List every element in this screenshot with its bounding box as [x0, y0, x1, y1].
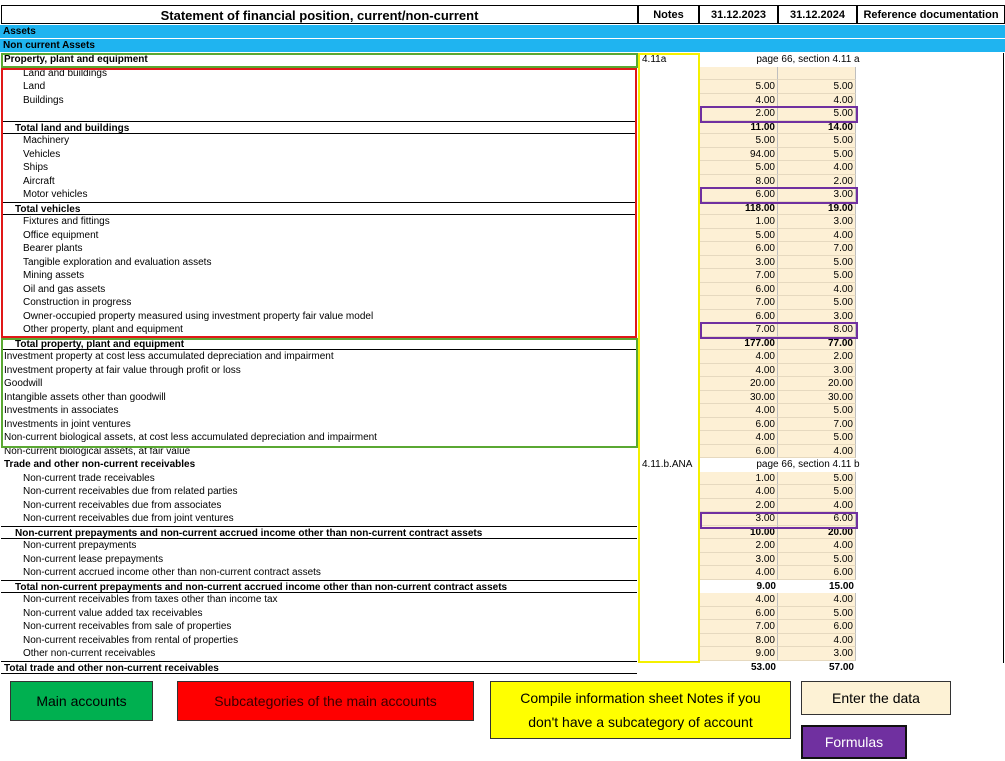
account-row — [0, 445, 1005, 459]
reference-cell[interactable] — [857, 404, 1005, 418]
value-2024-cell[interactable]: 5.00 — [778, 107, 856, 121]
reference-cell[interactable] — [857, 647, 1005, 661]
account-row — [0, 134, 1005, 148]
value-2024-cell[interactable]: 3.00 — [778, 647, 856, 661]
notes-cell[interactable] — [640, 107, 698, 121]
account-label[interactable]: Goodwill — [4, 378, 43, 389]
account-row — [0, 188, 1005, 202]
legend-notes-info — [490, 681, 791, 739]
account-label[interactable]: Total vehicles — [1, 202, 637, 216]
value-2024-cell[interactable]: 3.00 — [778, 188, 856, 202]
sheet-title: Statement of financial position, current/non-current — [1, 5, 638, 24]
notes-cell[interactable] — [640, 134, 698, 148]
account-row — [0, 607, 1005, 621]
legend-notes-line1: Compile information sheet Notes if you — [520, 690, 761, 706]
account-row — [0, 593, 1005, 607]
account-row — [0, 472, 1005, 486]
account-label[interactable]: Investment property at cost less accumulated depreciation and impairment — [4, 351, 334, 362]
value-2023-cell[interactable]: 5.00 — [700, 80, 778, 94]
reference-cell[interactable] — [857, 431, 1005, 445]
reference-cell[interactable] — [857, 242, 1005, 256]
value-2023-cell[interactable]: 6.00 — [700, 188, 778, 202]
reference-cell[interactable] — [857, 445, 1005, 459]
value-2024-cell[interactable]: 5.00 — [778, 296, 856, 310]
value-2023-cell[interactable]: 4.00 — [700, 431, 778, 445]
account-label[interactable]: Non-current accrued income other than non-current contract assets — [23, 567, 321, 578]
value-2024-cell[interactable]: 8.00 — [778, 323, 856, 337]
account-label[interactable]: Bearer plants — [23, 243, 83, 254]
account-row — [0, 229, 1005, 243]
notes-cell[interactable] — [640, 377, 698, 391]
account-label[interactable]: Total property, plant and equipment — [1, 337, 637, 351]
account-label[interactable]: Tangible exploration and evaluation assets — [23, 256, 212, 268]
reference-cell[interactable] — [857, 323, 1005, 337]
value-2023-cell[interactable]: 6.00 — [700, 607, 778, 621]
notes-cell[interactable] — [640, 80, 698, 94]
notes-cell[interactable] — [640, 364, 698, 378]
reference-cell[interactable] — [857, 377, 1005, 391]
account-label[interactable]: Motor vehicles — [23, 189, 88, 200]
reference-cell[interactable] — [857, 499, 1005, 513]
account-label[interactable]: Machinery — [23, 135, 70, 146]
value-2023-cell[interactable]: 7.00 — [700, 296, 778, 310]
notes-cell[interactable] — [640, 634, 698, 648]
notes-cell[interactable] — [640, 242, 698, 256]
value-2024-cell[interactable]: 5.00 — [778, 80, 856, 94]
notes-cell[interactable] — [640, 404, 698, 418]
reference-cell[interactable] — [857, 121, 1005, 135]
notes-cell[interactable] — [640, 202, 698, 216]
notes-cell[interactable] — [640, 391, 698, 405]
value-2024-cell[interactable]: 3.00 — [778, 310, 856, 324]
value-2023-cell[interactable]: 6.00 — [700, 418, 778, 432]
reference-cell[interactable] — [857, 310, 1005, 324]
value-2023-cell[interactable]: 6.00 — [700, 283, 778, 297]
account-label[interactable] — [1, 107, 637, 121]
value-2024-cell[interactable]: 20.00 — [778, 377, 856, 391]
account-label[interactable]: Vehicles — [23, 148, 61, 160]
total-row — [0, 580, 1005, 594]
account-row — [0, 634, 1005, 648]
value-2023-cell[interactable]: 8.00 — [700, 175, 778, 189]
value-2024-cell[interactable]: 14.00 — [778, 121, 856, 135]
notes-cell[interactable] — [640, 215, 698, 229]
account-label[interactable]: Other non-current receivables — [23, 648, 156, 659]
account-row — [0, 539, 1005, 553]
value-2023-cell[interactable]: 30.00 — [700, 391, 778, 405]
notes-cell[interactable] — [640, 148, 698, 162]
value-2023-cell[interactable]: 1.00 — [700, 472, 778, 486]
value-2024-cell[interactable]: 5.00 — [778, 134, 856, 148]
account-row — [0, 67, 1005, 81]
reference-cell[interactable]: page 66, section 4.11 b — [756, 459, 860, 470]
account-row — [0, 391, 1005, 405]
value-2023-cell[interactable]: 4.00 — [700, 364, 778, 378]
reference-cell[interactable] — [857, 175, 1005, 189]
notes-cell[interactable] — [640, 418, 698, 432]
account-row — [0, 566, 1005, 580]
notes-cell[interactable]: 4.11a — [642, 54, 667, 65]
non-current-assets-label: Non current Assets — [3, 40, 95, 51]
value-2024-cell[interactable]: 5.00 — [778, 269, 856, 283]
account-row — [0, 364, 1005, 378]
account-label[interactable]: Aircraft — [23, 175, 55, 187]
value-2023-cell[interactable]: 8.00 — [700, 634, 778, 648]
account-label[interactable]: Total land and buildings — [1, 121, 637, 135]
reference-cell[interactable] — [857, 364, 1005, 378]
value-2023-cell[interactable]: 1.00 — [700, 215, 778, 229]
value-2024-cell[interactable]: 4.00 — [778, 94, 856, 108]
account-row — [0, 296, 1005, 310]
value-2023-cell[interactable]: 6.00 — [700, 242, 778, 256]
account-row — [0, 647, 1005, 661]
reference-cell[interactable] — [857, 107, 1005, 121]
value-2023-cell[interactable] — [700, 67, 778, 81]
account-row — [0, 107, 1005, 121]
reference-cell[interactable] — [857, 580, 1005, 594]
notes-cell[interactable] — [640, 661, 698, 675]
assets-band — [0, 25, 1005, 38]
account-row — [0, 175, 1005, 189]
account-label[interactable]: Non-current biological assets, at cost less accumulated depreciation and impairment — [4, 432, 377, 443]
account-label[interactable]: Investments in associates — [4, 405, 119, 416]
account-label[interactable]: Non-current prepayments — [23, 540, 137, 551]
value-2023-cell[interactable]: 9.00 — [700, 647, 778, 661]
notes-cell[interactable] — [640, 229, 698, 243]
account-label[interactable]: Non-current trade receivables — [23, 472, 155, 484]
legend-notes-line2: don't have a subcategory of account — [528, 714, 753, 730]
notes-cell[interactable] — [640, 188, 698, 202]
account-row — [0, 485, 1005, 499]
value-2024-cell[interactable]: 3.00 — [778, 364, 856, 378]
value-2023-cell[interactable]: 5.00 — [700, 229, 778, 243]
value-2024-cell[interactable]: 2.00 — [778, 175, 856, 189]
reference-cell[interactable] — [857, 67, 1005, 81]
notes-cell[interactable] — [640, 323, 698, 337]
value-2024-cell[interactable]: 6.00 — [778, 566, 856, 580]
value-2023-cell[interactable]: 3.00 — [700, 256, 778, 270]
reference-cell[interactable] — [857, 634, 1005, 648]
account-row — [0, 512, 1005, 526]
value-2023-cell[interactable]: 9.00 — [756, 580, 776, 592]
account-row — [0, 310, 1005, 324]
reference-cell[interactable]: page 66, section 4.11 a — [756, 54, 860, 65]
total-row — [0, 121, 1005, 135]
notes-cell[interactable] — [640, 94, 698, 108]
value-2023-cell[interactable]: 4.00 — [700, 485, 778, 499]
legend-enter-data: Enter the data — [801, 681, 951, 715]
value-2024-cell[interactable]: 4.00 — [778, 229, 856, 243]
account-label[interactable]: Fixtures and fittings — [23, 216, 110, 227]
notes-cell[interactable] — [640, 310, 698, 324]
notes-cell[interactable] — [640, 647, 698, 661]
value-2024-cell[interactable]: 4.00 — [778, 445, 856, 459]
account-label[interactable]: Total trade and other non-current receivables — [1, 661, 637, 675]
account-label[interactable]: Non-current receivables from sale of properties — [23, 621, 232, 632]
notes-cell[interactable] — [640, 566, 698, 580]
value-2024-cell[interactable]: 77.00 — [778, 337, 856, 351]
reference-cell[interactable] — [857, 161, 1005, 175]
account-label[interactable]: Non-current value added tax receivables — [23, 607, 203, 619]
account-row — [0, 499, 1005, 513]
column-divider — [638, 53, 639, 663]
account-label[interactable]: Investments in joint ventures — [4, 418, 131, 430]
account-row — [0, 94, 1005, 108]
reference-cell[interactable] — [857, 593, 1005, 607]
value-2023-cell[interactable]: 4.00 — [700, 94, 778, 108]
account-label[interactable]: Non-current receivables due from associates — [23, 499, 222, 511]
notes-cell[interactable] — [640, 350, 698, 364]
notes-cell[interactable] — [640, 256, 698, 270]
account-row — [0, 431, 1005, 445]
notes-cell[interactable] — [640, 283, 698, 297]
value-2023-cell[interactable]: 7.00 — [700, 269, 778, 283]
account-label[interactable]: Intangible assets other than goodwill — [4, 391, 166, 403]
total-row — [0, 202, 1005, 216]
account-label[interactable]: Non-current receivables due from joint ventures — [23, 513, 234, 524]
notes-cell[interactable] — [640, 593, 698, 607]
reference-cell[interactable] — [857, 134, 1005, 148]
value-2024-cell[interactable]: 15.00 — [828, 580, 854, 592]
reference-cell[interactable] — [857, 202, 1005, 216]
account-label[interactable]: Ships — [23, 162, 49, 173]
account-label[interactable]: Non-current receivables from rental of properties — [23, 634, 239, 646]
notes-cell[interactable] — [640, 512, 698, 526]
account-row — [0, 350, 1005, 364]
account-row — [0, 215, 1005, 229]
header-row — [0, 5, 1005, 24]
reference-cell[interactable] — [857, 485, 1005, 499]
value-2023-cell[interactable]: 4.00 — [700, 566, 778, 580]
notes-cell[interactable] — [640, 445, 698, 459]
notes-cell[interactable] — [640, 67, 698, 81]
reference-cell[interactable] — [857, 539, 1005, 553]
value-2024-cell[interactable]: 3.00 — [778, 215, 856, 229]
value-2023-cell[interactable]: 94.00 — [700, 148, 778, 162]
value-2024-cell[interactable]: 4.00 — [778, 593, 856, 607]
total-row — [0, 526, 1005, 540]
value-2024-cell[interactable]: 6.00 — [778, 620, 856, 634]
notes-cell[interactable] — [640, 337, 698, 351]
notes-cell[interactable] — [640, 553, 698, 567]
value-2023-cell[interactable]: 5.00 — [700, 161, 778, 175]
reference-cell[interactable] — [857, 269, 1005, 283]
notes-cell[interactable] — [640, 175, 698, 189]
value-2024-cell[interactable]: 4.00 — [778, 161, 856, 175]
value-2024-cell[interactable]: 5.00 — [778, 431, 856, 445]
account-label[interactable]: Trade and other non-current receivables — [4, 459, 196, 470]
reference-cell[interactable] — [857, 418, 1005, 432]
account-group-row — [0, 458, 1005, 472]
reference-cell[interactable] — [857, 607, 1005, 621]
value-2023-cell[interactable]: 7.00 — [700, 323, 778, 337]
value-2024-cell[interactable]: 4.00 — [778, 539, 856, 553]
assets-label: Assets — [3, 26, 36, 37]
account-label[interactable]: Mining assets — [23, 270, 85, 281]
value-2024-cell[interactable]: 5.00 — [778, 553, 856, 567]
value-2024-cell[interactable]: 4.00 — [778, 283, 856, 297]
account-label[interactable]: Construction in progress — [23, 297, 132, 308]
account-row — [0, 377, 1005, 391]
reference-cell[interactable] — [857, 661, 1005, 675]
value-2024-cell[interactable]: 6.00 — [778, 512, 856, 526]
value-2023-cell[interactable]: 3.00 — [700, 512, 778, 526]
notes-cell[interactable] — [640, 161, 698, 175]
reference-cell[interactable] — [857, 94, 1005, 108]
value-2023-cell[interactable]: 11.00 — [700, 121, 778, 135]
reference-cell[interactable] — [857, 337, 1005, 351]
value-2023-cell[interactable]: 10.00 — [700, 526, 778, 540]
notes-cell[interactable] — [640, 499, 698, 513]
account-row — [0, 620, 1005, 634]
value-2024-cell[interactable]: 4.00 — [778, 634, 856, 648]
value-2024-cell[interactable] — [778, 67, 856, 81]
notes-cell[interactable] — [640, 472, 698, 486]
notes-cell[interactable] — [640, 620, 698, 634]
notes-cell[interactable] — [640, 121, 698, 135]
reference-cell[interactable] — [857, 256, 1005, 270]
account-row — [0, 161, 1005, 175]
reference-cell[interactable] — [857, 188, 1005, 202]
reference-cell[interactable] — [857, 472, 1005, 486]
legend-formulas: Formulas — [801, 725, 907, 759]
value-2023-cell[interactable]: 6.00 — [700, 310, 778, 324]
notes-cell[interactable] — [640, 485, 698, 499]
value-2023-cell[interactable]: 20.00 — [700, 377, 778, 391]
value-2024-cell[interactable]: 4.00 — [778, 499, 856, 513]
legend-subcategories: Subcategories of the main accounts — [177, 681, 474, 721]
reference-cell[interactable] — [857, 296, 1005, 310]
reference-cell[interactable] — [857, 526, 1005, 540]
value-2023-cell[interactable]: 7.00 — [700, 620, 778, 634]
value-2023-cell[interactable]: 2.00 — [700, 499, 778, 513]
value-2024-cell[interactable]: 7.00 — [778, 418, 856, 432]
value-2024-cell[interactable]: 2.00 — [778, 350, 856, 364]
account-group-row — [0, 53, 1005, 67]
year-2023-column-header[interactable]: 31.12.2023 — [699, 5, 778, 24]
account-label[interactable]: Non-current receivables due from related parties — [23, 486, 238, 497]
reference-cell[interactable] — [857, 512, 1005, 526]
reference-cell[interactable] — [857, 391, 1005, 405]
value-2023-cell[interactable]: 4.00 — [700, 350, 778, 364]
notes-cell[interactable] — [640, 269, 698, 283]
value-2024-cell[interactable]: 5.00 — [778, 607, 856, 621]
account-row — [0, 80, 1005, 94]
value-2023-cell[interactable]: 177.00 — [700, 337, 778, 351]
notes-cell[interactable]: 4.11.b.ANA — [642, 459, 693, 470]
value-2024-cell[interactable]: 5.00 — [778, 256, 856, 270]
account-label[interactable]: Oil and gas assets — [23, 283, 106, 295]
account-label[interactable]: Non-current lease prepayments — [23, 553, 164, 565]
value-2024-cell[interactable]: 7.00 — [778, 242, 856, 256]
value-2024-cell[interactable]: 5.00 — [778, 148, 856, 162]
value-2024-cell[interactable]: 5.00 — [778, 472, 856, 486]
account-row — [0, 418, 1005, 432]
year-2024-column-header[interactable]: 31.12.2024 — [778, 5, 857, 24]
reference-cell[interactable] — [857, 620, 1005, 634]
account-row — [0, 269, 1005, 283]
value-2023-cell[interactable]: 4.00 — [700, 593, 778, 607]
value-2023-cell[interactable]: 53.00 — [750, 661, 776, 673]
account-label[interactable]: Property, plant and equipment — [4, 54, 148, 65]
legend-main-accounts: Main accounts — [10, 681, 153, 721]
account-row — [0, 242, 1005, 256]
value-2024-cell[interactable]: 20.00 — [778, 526, 856, 540]
value-2024-cell[interactable]: 57.00 — [828, 661, 854, 673]
notes-cell[interactable] — [640, 580, 698, 594]
value-2023-cell[interactable]: 4.00 — [700, 404, 778, 418]
value-2023-cell[interactable]: 118.00 — [700, 202, 778, 216]
value-2024-cell[interactable]: 5.00 — [778, 404, 856, 418]
total-row — [0, 337, 1005, 351]
account-label[interactable]: Other property, plant and equipment — [23, 324, 183, 335]
reference-cell[interactable] — [857, 148, 1005, 162]
account-row — [0, 256, 1005, 270]
notes-column-header[interactable]: Notes — [638, 5, 699, 24]
account-label[interactable]: Office equipment — [23, 229, 99, 241]
account-label[interactable]: Land and buildings — [23, 67, 107, 79]
reference-cell[interactable] — [857, 283, 1005, 297]
notes-cell[interactable] — [640, 431, 698, 445]
value-2023-cell[interactable]: 6.00 — [700, 445, 778, 459]
account-row — [0, 404, 1005, 418]
non-current-assets-band — [0, 39, 1005, 52]
value-2023-cell[interactable]: 5.00 — [700, 134, 778, 148]
account-row — [0, 323, 1005, 337]
reference-cell[interactable] — [857, 215, 1005, 229]
account-label[interactable]: Owner-occupied property measured using investment property fair value model — [23, 310, 374, 322]
value-2024-cell[interactable]: 19.00 — [778, 202, 856, 216]
notes-cell[interactable] — [640, 607, 698, 621]
notes-cell[interactable] — [640, 296, 698, 310]
account-label[interactable]: Buildings — [23, 94, 64, 106]
reference-cell[interactable] — [857, 553, 1005, 567]
reference-cell[interactable] — [857, 229, 1005, 243]
account-label[interactable]: Land — [23, 81, 46, 92]
column-divider — [1003, 53, 1004, 663]
account-row — [0, 553, 1005, 567]
value-2023-cell[interactable]: 3.00 — [700, 553, 778, 567]
account-label[interactable]: Non-current biological assets, at fair value — [4, 445, 191, 457]
reference-cell[interactable] — [857, 80, 1005, 94]
notes-cell[interactable] — [640, 526, 698, 540]
value-2024-cell[interactable]: 5.00 — [778, 485, 856, 499]
account-label[interactable]: Investment property at fair value through profit or loss — [4, 364, 241, 376]
account-label[interactable]: Non-current prepayments and non-current accrued income other than non-current contract assets — [1, 526, 637, 540]
value-2023-cell[interactable]: 2.00 — [700, 107, 778, 121]
reference-column-header[interactable]: Reference documentation — [857, 5, 1005, 24]
account-row — [0, 283, 1005, 297]
account-row — [0, 148, 1005, 162]
total-row — [0, 661, 1005, 675]
reference-cell[interactable] — [857, 566, 1005, 580]
notes-cell[interactable] — [640, 539, 698, 553]
reference-cell[interactable] — [857, 350, 1005, 364]
value-2023-cell[interactable]: 2.00 — [700, 539, 778, 553]
value-2024-cell[interactable]: 30.00 — [778, 391, 856, 405]
account-label[interactable]: Non-current receivables from taxes other than income tax — [23, 594, 278, 605]
account-label[interactable]: Total non-current prepayments and non-current accrued income other than non-current contract assets — [1, 580, 637, 594]
